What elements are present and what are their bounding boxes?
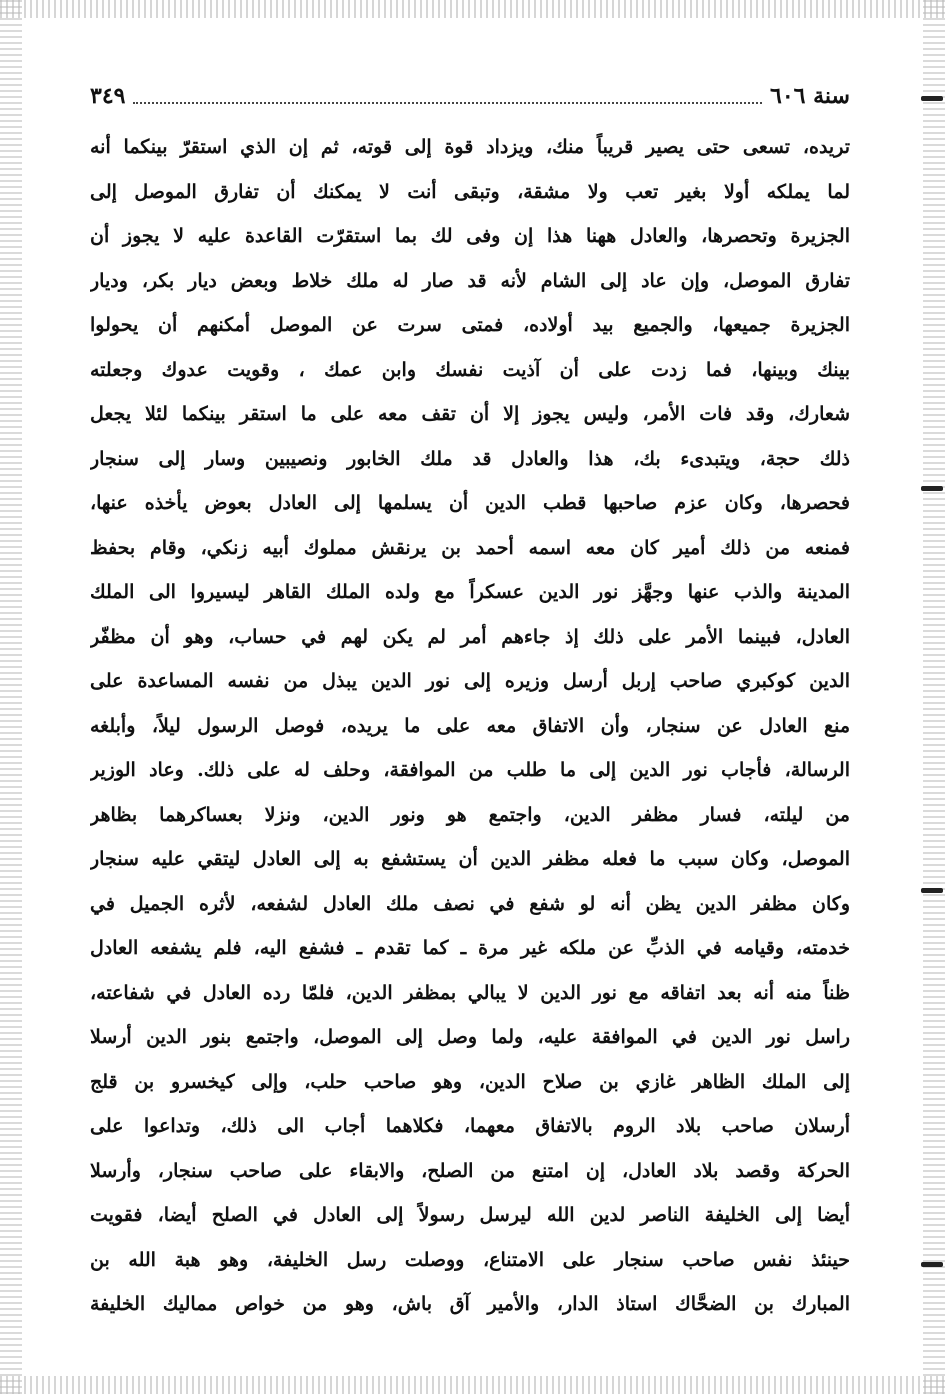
- text-line: من ليلته، فسار مظفر الدين، واجتمع هو ونور الدين، ونزلا بعساكرهما بظاهر: [90, 803, 850, 826]
- text-line: إلى الملك الظاهر غازي بن صلاح الدين، وهو صاحب حلب، وإلى كيخسرو بن قلج: [90, 1070, 850, 1093]
- text-line: المبارك بن الضحَّاك استاذ الدار، والأمير آق باش، وهو من خواص مماليك الخليفة: [90, 1293, 850, 1315]
- page-number: ٣٤٩: [90, 83, 126, 109]
- text-line: فمنعه من ذلك أمير كان معه اسمه أحمد بن يرنقش مملوك أبيه زنكي، وقام بحفظ: [90, 536, 850, 559]
- text-line: شعارك، وقد فات الأمر، وليس يجوز إلا أن تقف معه على ما استقر بينكما لئلا يجعل: [90, 403, 850, 425]
- text-line: خدمته، وقيامه في الذبِّ عن ملكه غير مرة ـ كما تقدم ـ فشفع اليه، فلم يشفعه العادل: [90, 937, 850, 959]
- text-line: تريده، تسعى حتى يصير قريباً منك، ويزداد قوة إلى قوته، ثم إن الذي استقرّ بينكما أنه: [90, 136, 850, 158]
- text-line: تفارق الموصل، وإن عاد إلى الشام لأنه قد صار له ملك خلاط وبعض ديار بكر، وديار: [90, 269, 850, 292]
- text-line: منع العادل عن سنجار، وأن الاتفاق معه على ما يريده، فوصل الرسول ليلاً، وأبلغه: [90, 714, 850, 737]
- text-line: الرسالة، فأجاب نور الدين إلى ما طلب من الموافقة، وحلف له على ذلك. وعاد الوزير: [90, 759, 850, 781]
- page-edge-tab: [921, 486, 943, 491]
- text-line: لما يملكه أولا بغير تعب ولا مشقة، وتبقى أنت لا يمكنك أن تفارق الموصل إلى: [90, 180, 850, 203]
- header-title: سنة ٦٠٦: [770, 83, 850, 109]
- text-line: ظناً منه أنه بعد اتفاقه مع نور الدين لا يبالي بمظفر الدين، فلمّا رده العادل في شفاعته،: [90, 981, 850, 1004]
- text-line: راسل نور الدين في الموافقة عليه، ولما وصل إلى الموصل، واجتمع بنور الدين أرسلا: [90, 1026, 850, 1048]
- text-line: الجزيرة جميعها، والجميع بيد أولاده، فمتى سرت عن الموصل أمكنهم أن يحولوا: [90, 314, 850, 336]
- text-line: المدينة والذب عنها وجهَّز نور الدين عسكراً مع ولده الملك القاهر ليسيروا الى الملك: [90, 581, 850, 603]
- page-edge-tab: [921, 888, 943, 893]
- decorative-border-bottom: [0, 1376, 945, 1394]
- page-edge-tab: [921, 1262, 943, 1267]
- text-line: أرسلان صاحب بلاد الروم بالاتفاق معهما، فكلاهما أجاب الى ذلك، وتداعوا على: [90, 1115, 850, 1137]
- decorative-border-top: [0, 0, 945, 18]
- page-edge-tab: [921, 96, 943, 101]
- text-line: ذلك حجة، ويتبدىء بك، هذا والعادل قد ملك الخابور ونصيبين وسار إلى سنجار: [90, 447, 850, 470]
- decorative-border-right: [923, 0, 945, 1394]
- text-line: حينئذ نفس صاحب سنجار على الامتناع، ووصلت رسل الخليفة، وهو هبة الله بن: [90, 1248, 850, 1271]
- text-line: فحصرها، وكان عزم صاحبها قطب الدين أن يسلمها إلى العادل بعوض يأخذه عنها،: [90, 492, 850, 514]
- text-line: أيضا إلى الخليفة الناصر لدين الله ليرسل رسولاً إلى العادل في الصلح أيضا، فقويت: [90, 1204, 850, 1226]
- body-text: [90, 125, 850, 1327]
- text-line: العادل، فبينما الأمر على ذلك إذ جاءهم أمر لم يكن لهم في حساب، وهو أن مظفّر: [90, 625, 850, 648]
- text-line: الحركة وقصد بلاد العادل، إن امتنع من الصلح، والابقاء على صاحب سنجار، وأرسلا: [90, 1159, 850, 1182]
- text-line: الموصل، وكان سبب ما فعله مظفر الدين أن يستشفع به إلى العادل ليتقي عليه سنجار: [90, 848, 850, 870]
- decorative-border-left: [0, 0, 22, 1394]
- header-dot-leader: [133, 102, 762, 104]
- text-line: بينك وبينها، فما زدت على أن آذيت نفسك وابن عمك ، وقويت عدوك وجعلته: [90, 358, 850, 381]
- text-line: الجزيرة وتحصرها، والعادل ههنا هذا إن وفى لك بما استقرّت القاعدة عليه لا يجوز أن: [90, 225, 850, 247]
- text-line: الدين كوكبري صاحب إربل أرسل وزيره إلى نور الدين يبذل من نفسه المساعدة على: [90, 670, 850, 692]
- text-line: وكان مظفر الدين يظن أنه لو شفع في نصف ملك العادل لشفعه، لأثره الجميل في: [90, 892, 850, 915]
- running-header: [90, 80, 850, 112]
